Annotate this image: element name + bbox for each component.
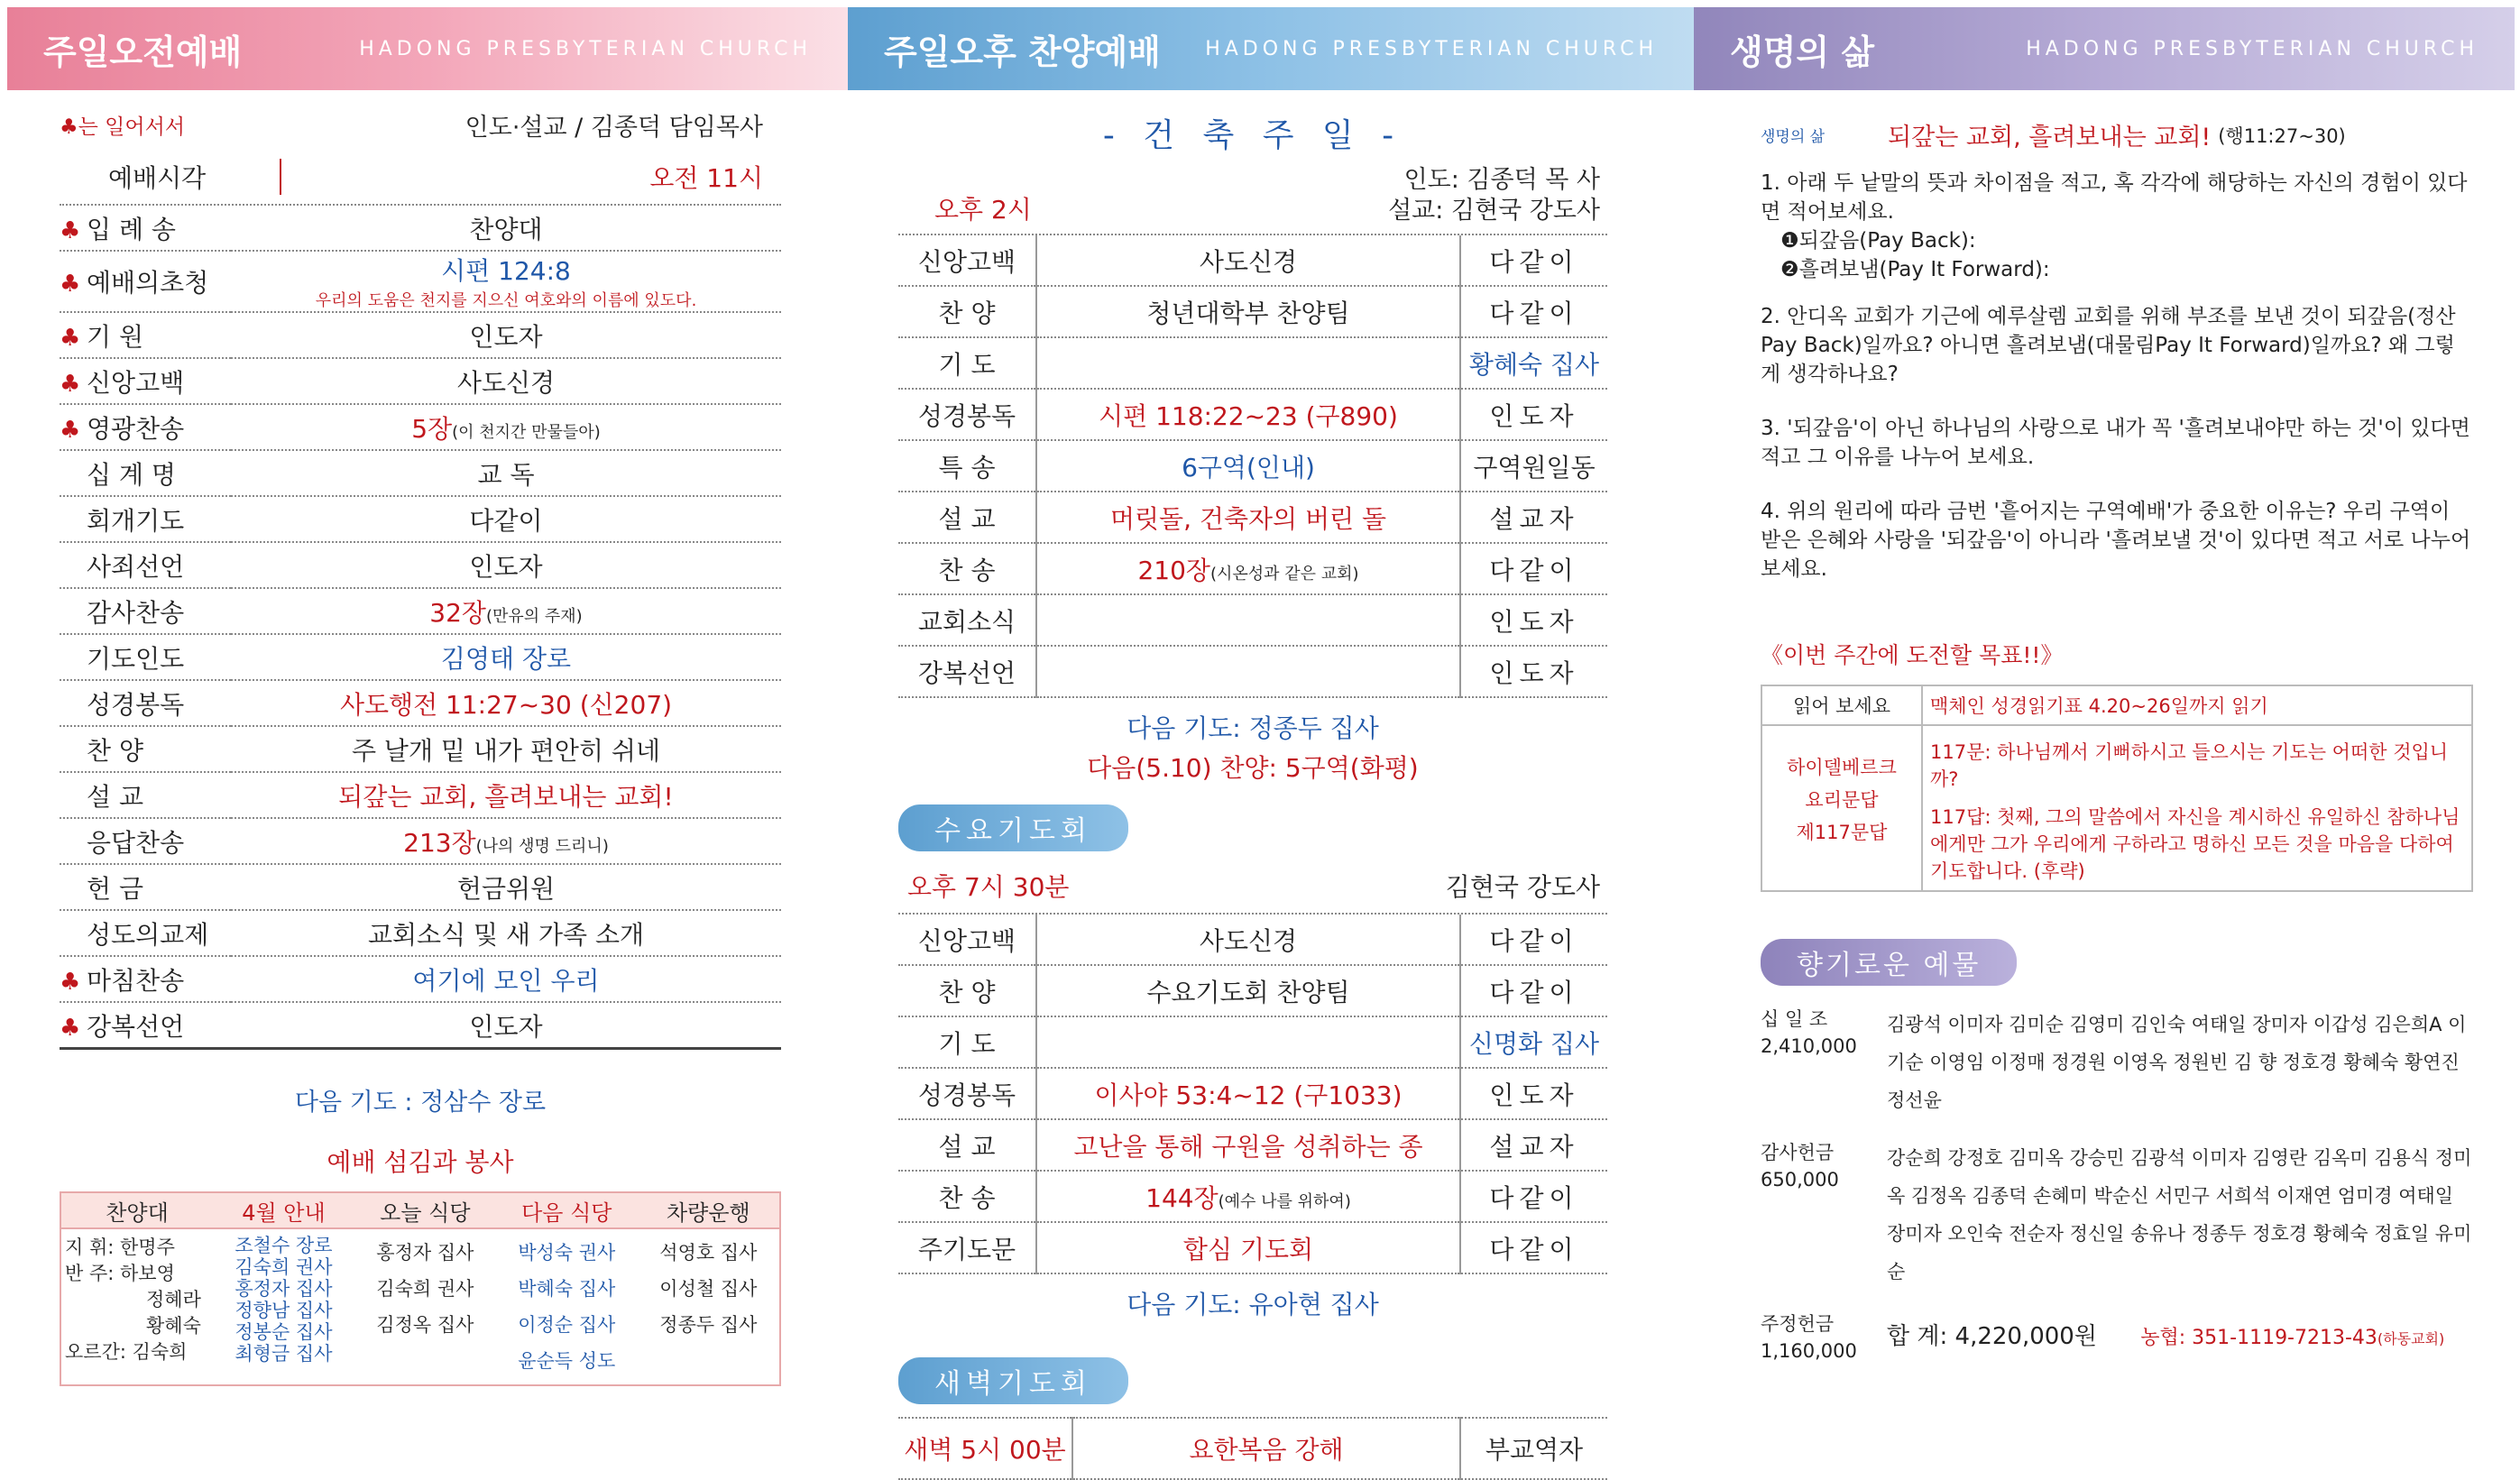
- order-row: [898, 492, 1607, 543]
- order-label: 찬 양: [898, 286, 1036, 337]
- order-row: [60, 542, 781, 588]
- time-label: 예배시각: [60, 159, 281, 195]
- banner-subtitle: HADONG PRESBYTERIAN CHURCH: [359, 37, 812, 60]
- serve-title: 예배 섬김과 봉사: [326, 1147, 514, 1177]
- hymn-title: (시온성과 같은 교회): [1209, 564, 1359, 584]
- order-value: 김영태 장로: [231, 634, 781, 680]
- list-item: 이정순 집사: [518, 1314, 616, 1336]
- order-row: [60, 772, 781, 818]
- order-row: [60, 680, 781, 726]
- order-label: 기도인도: [87, 643, 185, 674]
- order-row: [898, 543, 1607, 594]
- order-label: 찬 송: [898, 1171, 1036, 1222]
- dawn-time: 새벽 5시 00분: [898, 1418, 1072, 1479]
- order-row: [898, 646, 1607, 697]
- order-value: 헌금위원: [231, 864, 781, 910]
- hymn-title: (만유의 주재): [485, 606, 583, 626]
- list-item: 박혜숙 집사: [518, 1278, 616, 1300]
- order-label: 헌 금: [87, 873, 143, 904]
- order-label: 감사찬송: [87, 597, 185, 628]
- question-1: [1761, 169, 2473, 284]
- list-item: 오르간: 김숙희: [65, 1341, 188, 1363]
- order-label: 십 계 명: [87, 459, 176, 490]
- order-row: [898, 594, 1607, 646]
- list-item: 황혜숙: [146, 1315, 201, 1337]
- banner-title: 생명의 삶: [1730, 32, 1875, 72]
- order-row: [60, 864, 781, 910]
- afternoon-order-table: [898, 235, 1607, 698]
- sermon-title: 고난을 통해 구원을 성취하는 종: [1036, 1119, 1460, 1171]
- order-row: [898, 235, 1607, 286]
- offering-label: 감사헌금: [1761, 1142, 1835, 1163]
- dawn-title: 새벽기도회: [898, 1357, 1128, 1404]
- order-value: 213장: [403, 827, 476, 858]
- order-row: [898, 440, 1607, 492]
- order-value: 수요기도회 찬양팀: [1036, 965, 1460, 1016]
- hymn-title: (나의 생명 드리니): [475, 836, 609, 856]
- stand-mark: ♣: [60, 370, 81, 398]
- banner-life: [1694, 7, 2515, 90]
- offering-amount: 1,160,000: [1761, 1340, 1857, 1362]
- order-row: [898, 1418, 1607, 1479]
- serve-header: 차량운행: [638, 1192, 780, 1228]
- question-sub: ❶되갚음(Pay Back):: [1780, 229, 1976, 253]
- life-ref: (행11:27~30): [2218, 124, 2346, 147]
- order-label: 신앙고백: [898, 235, 1036, 286]
- serve-header: 4월 안내: [213, 1192, 354, 1228]
- order-person: 신명화 집사: [1460, 1016, 1607, 1068]
- list-item: 조철수 장로: [235, 1235, 333, 1256]
- order-value: 인도자: [231, 1002, 781, 1049]
- order-label: 찬 송: [898, 543, 1036, 594]
- order-value: 이사야 53:4~12 (구1033): [1036, 1068, 1460, 1119]
- question-4: 4. 위의 원리에 따라 금번 '흩어지는 구역예배'가 중요한 이유는? 우리 구역이 받은 은혜와 사랑을 '되갚음'이 아니라 '흘려보낼 것'이 있다면 적고 서로 나누어 보세요.: [1761, 500, 2471, 581]
- order-row: [898, 286, 1607, 337]
- order-value: 사도신경: [1036, 235, 1460, 286]
- list-item: 반 주: 하보영: [65, 1263, 175, 1284]
- order-row: [60, 818, 781, 864]
- order-label: 교회소식: [898, 594, 1036, 646]
- order-row: [898, 1016, 1607, 1068]
- order-label: 신앙고백: [87, 367, 185, 398]
- bank-account-note: (하동교회): [2377, 1329, 2445, 1347]
- serve-header: 오늘 식당: [354, 1192, 496, 1228]
- order-row: [60, 634, 781, 680]
- order-value: 사도신경: [231, 358, 781, 404]
- order-row: [60, 312, 781, 358]
- stand-mark: ♣: [60, 271, 81, 298]
- order-label: 설 교: [898, 492, 1036, 543]
- order-value: [1036, 646, 1460, 697]
- service-time-row: [60, 150, 781, 206]
- wednesday-order-table: [898, 915, 1607, 1274]
- list-item: 홍정자 집사: [235, 1278, 333, 1300]
- list-item: 지 휘: 한명주: [65, 1236, 175, 1258]
- offering-label: 주정헌금: [1761, 1313, 1835, 1335]
- order-value: 시편 118:22~23 (구890): [1036, 389, 1460, 440]
- life-tag: 생명의 삶: [1761, 128, 1826, 146]
- wednesday-next-prayer: 다음 기도: 유아현 집사: [1127, 1290, 1379, 1319]
- question-2: 2. 안디옥 교회가 기근에 예루살렘 교회를 위해 부조를 보낸 것이 되갚음(정산Pay Back)일까요? 아니면 흘려보냄(대물림Pay It Forward)일까요? 왜 그렇게 생각하나요?: [1761, 305, 2456, 386]
- order-person: 다같이: [1460, 235, 1607, 286]
- vehicle-list: [638, 1228, 780, 1385]
- week-title: - 건 축 주 일 -: [1102, 117, 1403, 154]
- order-value: 5장: [411, 413, 453, 444]
- order-row: [60, 956, 781, 1002]
- order-person: 다같이: [1460, 286, 1607, 337]
- order-person: 설교자: [1460, 492, 1607, 543]
- order-row: [60, 206, 781, 251]
- order-label: 설 교: [898, 1119, 1036, 1171]
- offering-amount: 2,410,000: [1761, 1035, 1857, 1057]
- order-value: 합심 기도회: [1036, 1222, 1460, 1273]
- catechism-answer: 117답: 첫째, 그의 말씀에서 자신을 계시하신 유일하신 참하나님에게만 그가 우리에게 구하라고 명하신 모든 것을 마음을 다하여 기도합니다. (후략): [1930, 806, 2460, 882]
- order-label: 강복선언: [87, 1011, 185, 1042]
- list-item: 최형금 집사: [235, 1343, 333, 1365]
- serve-table: [60, 1191, 781, 1386]
- order-label: 기 도: [898, 337, 1036, 389]
- sermon-title: 되갚는 교회, 흘려보내는 교회!: [231, 772, 781, 818]
- list-item: 김숙희 권사: [376, 1278, 474, 1300]
- offering-group: [1761, 1310, 2473, 1365]
- order-row: [60, 496, 781, 542]
- next-kitchen-list: [496, 1228, 638, 1385]
- offering-label: 십 일 조: [1761, 1008, 1828, 1030]
- next-prayer: 다음 기도 : 정삼수 장로: [294, 1089, 547, 1117]
- order-label: 사죄선언: [87, 551, 185, 582]
- afternoon-next-prayer: 다음 기도: 정종두 집사: [1127, 713, 1379, 743]
- order-row: [898, 1119, 1607, 1171]
- goal-table: [1761, 685, 2473, 892]
- order-value: 청년대학부 찬양팀: [1036, 286, 1460, 337]
- life-section: [1761, 99, 2473, 1365]
- order-value: [1036, 1016, 1460, 1068]
- order-value: 여기에 모인 우리: [231, 956, 781, 1002]
- question-3: 3. '되갚음'이 아닌 하나님의 사랑으로 내가 꼭 '흘려보내야만 하는 것'이 있다면 적고 그 이유를 나누어 보세요.: [1761, 417, 2470, 469]
- order-person: 구역원일동: [1460, 440, 1607, 492]
- order-label: 강복선언: [898, 646, 1036, 697]
- order-person: 다같이: [1460, 1171, 1607, 1222]
- order-value: 144장: [1145, 1182, 1219, 1213]
- afternoon-header: [898, 165, 1607, 235]
- stand-mark: ♣: [60, 216, 81, 244]
- order-person: 다같이: [1460, 915, 1607, 965]
- banner-title: 주일오전예배: [43, 32, 243, 72]
- catechism-question: 117문: 하나님께서 기뻐하시고 들으시는 기도는 어떠한 것입니까?: [1930, 741, 2449, 790]
- order-label: 찬 양: [898, 965, 1036, 1016]
- list-item: 정혜라: [146, 1289, 201, 1310]
- stand-mark: ♣: [60, 968, 81, 996]
- order-row: [898, 1171, 1607, 1222]
- order-value: 찬양대: [231, 206, 781, 251]
- order-label: 예배의초청: [87, 268, 209, 298]
- order-value: 인도자: [231, 312, 781, 358]
- afternoon-leader: 인도: 김종덕 목 사: [1403, 166, 1600, 194]
- order-value: 주 날개 밑 내가 편안히 쉬네: [231, 726, 781, 772]
- catechism-label: 요리문답: [1805, 789, 1879, 811]
- order-row: [60, 450, 781, 496]
- serve-header: 다음 식당: [496, 1192, 638, 1228]
- catechism-label: 제117문답: [1796, 822, 1888, 843]
- catechism-label: 하이델베르크: [1787, 757, 1897, 778]
- order-label: 신앙고백: [898, 915, 1036, 965]
- order-row: [898, 389, 1607, 440]
- order-row: [60, 358, 781, 404]
- offering-names: 김광석 이미자 김미순 김영미 김인숙 여태일 장미자 이갑성 김은희A 이기순 이영임 이정매 정경원 이영옥 정원빈 김 향 정호경 황혜숙 황연진 정선윤: [1887, 1014, 2467, 1111]
- serve-header: 찬양대: [60, 1192, 213, 1228]
- offering-group: [1761, 1139, 2473, 1291]
- order-row: [60, 588, 781, 634]
- order-person: 인도자: [1460, 1068, 1607, 1119]
- order-label: 기 도: [898, 1016, 1036, 1068]
- order-row: [898, 965, 1607, 1016]
- stand-note: ♣는 일어서서: [60, 115, 186, 139]
- goal-title: 《이번 주간에 도전할 목표!!》: [1761, 642, 2064, 668]
- order-row: [60, 910, 781, 956]
- order-person: 다같이: [1460, 965, 1607, 1016]
- order-label: 입 례 송: [87, 214, 176, 244]
- stand-mark: ♣: [60, 324, 81, 352]
- hymn-title: (예수 나를 위하여): [1218, 1191, 1351, 1211]
- order-value: 시편 124:8: [441, 256, 571, 286]
- order-value: 교회소식 및 새 가족 소개: [231, 910, 781, 956]
- order-person: 다같이: [1460, 543, 1607, 594]
- order-label: 찬 양: [87, 735, 143, 766]
- wednesday-title: 수요기도회: [898, 804, 1128, 851]
- order-person: 설교자: [1460, 1119, 1607, 1171]
- list-item: 윤순득 성도: [518, 1350, 616, 1372]
- order-value: 다같이: [231, 496, 781, 542]
- order-person: 황혜숙 집사: [1460, 337, 1607, 389]
- order-label: 응답찬송: [87, 827, 185, 858]
- april-guide-list: [213, 1228, 354, 1385]
- wednesday-preacher: 김현국 강도사: [1445, 872, 1600, 902]
- offering-total: 합 계: 4,220,000원: [1887, 1322, 2097, 1350]
- order-subtext: 우리의 도움은 천지를 지으신 여호와의 이름에 있도다.: [315, 291, 697, 310]
- order-value: [1036, 337, 1460, 389]
- afternoon-next-praise: 다음(5.10) 찬양: 5구역(화평): [1087, 753, 1419, 783]
- order-label: 기 원: [87, 321, 143, 352]
- order-label: 성경봉독: [898, 1068, 1036, 1119]
- list-item: 홍정자 집사: [376, 1242, 474, 1264]
- list-item: 김정옥 집사: [376, 1314, 474, 1336]
- order-person: 인도자: [1460, 389, 1607, 440]
- banner-subtitle: HADONG PRESBYTERIAN CHURCH: [1205, 37, 1658, 60]
- order-value: 인도자: [231, 542, 781, 588]
- time-value: 오전 11시: [649, 163, 763, 193]
- list-item: 석영호 집사: [659, 1242, 758, 1264]
- order-row: [898, 337, 1607, 389]
- banner-title: 주일오후 찬양예배: [884, 32, 1161, 72]
- order-label: 영광찬송: [87, 413, 185, 444]
- wednesday-time: 오후 7시 30분: [907, 872, 1070, 902]
- order-row: [898, 915, 1607, 965]
- order-label: 성경봉독: [898, 389, 1036, 440]
- order-value: 교 독: [231, 450, 781, 496]
- offering-names: 강순희 강정호 김미옥 강승민 김광석 이미자 김영란 김옥미 김용식 정미옥 김정옥 김종덕 손혜미 박순신 서민구 서희석 이재연 엄미경 여태일 장미자 오인숙 전순자 정신일 송유나 정종두 정호경 황혜숙 정효일 유미순: [1887, 1147, 2472, 1282]
- order-label: 성도의교제: [87, 919, 209, 950]
- offering-amount: 650,000: [1761, 1169, 1839, 1190]
- morning-leader: 인도·설교 / 김종덕 담임목사: [464, 113, 763, 142]
- afternoon-preacher: 설교: 김현국 강도사: [1388, 197, 1600, 225]
- bank-account: 농협: 351-1119-7213-43: [2140, 1326, 2377, 1349]
- list-item: 김숙희 권사: [235, 1256, 333, 1278]
- read-value: 맥체인 성경읽기표 4.20~26일까지 읽기: [1922, 685, 2472, 725]
- order-label: 회개기도: [87, 505, 185, 536]
- order-value: 사도행전 11:27~30 (신207): [231, 680, 781, 726]
- hymn-title: (이 천지간 만물들아): [452, 422, 601, 442]
- offering-group: [1761, 1006, 2473, 1119]
- stand-mark: ♣: [60, 416, 81, 444]
- order-value: 32장: [429, 597, 486, 628]
- order-row: [60, 404, 781, 450]
- order-row: [898, 1222, 1607, 1273]
- today-kitchen-list: [354, 1228, 496, 1385]
- morning-order-table: [60, 206, 781, 1050]
- afternoon-time: 오후 2시: [934, 195, 1032, 225]
- order-person: 인도자: [1460, 594, 1607, 646]
- order-value: 210장: [1137, 555, 1210, 585]
- choir-list: [60, 1228, 213, 1385]
- order-value: [1036, 594, 1460, 646]
- sermon-title: 머릿돌, 건축자의 버린 돌: [1036, 492, 1460, 543]
- order-row: [60, 251, 781, 312]
- dawn-leader: 부교역자: [1460, 1418, 1607, 1479]
- morning-header: [60, 99, 781, 150]
- order-value: 6구역(인내): [1036, 440, 1460, 492]
- list-item: 정봉순 집사: [235, 1321, 333, 1343]
- question-sub: ❷흘려보냄(Pay It Forward):: [1780, 258, 2050, 281]
- question-text: 1. 아래 두 낱말의 뜻과 차이점을 적고, 혹 각각에 해당하는 자신의 경험이 있다면 적어보세요.: [1761, 171, 2468, 224]
- afternoon-service: [898, 99, 1607, 1480]
- order-label: 마침찬송: [87, 965, 185, 996]
- order-label: 설 교: [87, 781, 143, 812]
- offering-title: 향기로운 예물: [1761, 939, 2017, 986]
- stand-mark: ♣: [60, 1014, 81, 1042]
- list-item: 정종두 집사: [659, 1314, 758, 1336]
- order-row: [898, 1068, 1607, 1119]
- banner-afternoon: [848, 7, 1694, 90]
- order-row: [60, 1002, 781, 1049]
- order-label: 성경봉독: [87, 689, 185, 720]
- dawn-table: [898, 1417, 1607, 1480]
- life-title: 되갚는 교회, 흘려보내는 교회!: [1888, 124, 2212, 152]
- list-item: 이성철 집사: [659, 1278, 758, 1300]
- banner-subtitle: HADONG PRESBYTERIAN CHURCH: [2026, 37, 2479, 60]
- order-row: [60, 726, 781, 772]
- order-label: 특 송: [898, 440, 1036, 492]
- order-person: 다같이: [1460, 1222, 1607, 1273]
- order-person: 인도자: [1460, 646, 1607, 697]
- morning-service: [60, 99, 781, 1386]
- list-item: 박성숙 권사: [518, 1242, 616, 1264]
- list-item: 정향남 집사: [235, 1300, 333, 1321]
- banner-morning: [7, 7, 848, 90]
- dawn-content: 요한복음 강해: [1072, 1418, 1460, 1479]
- order-value: 사도신경: [1036, 915, 1460, 965]
- order-label: 주기도문: [898, 1222, 1036, 1273]
- read-label: 읽어 보세요: [1761, 685, 1922, 725]
